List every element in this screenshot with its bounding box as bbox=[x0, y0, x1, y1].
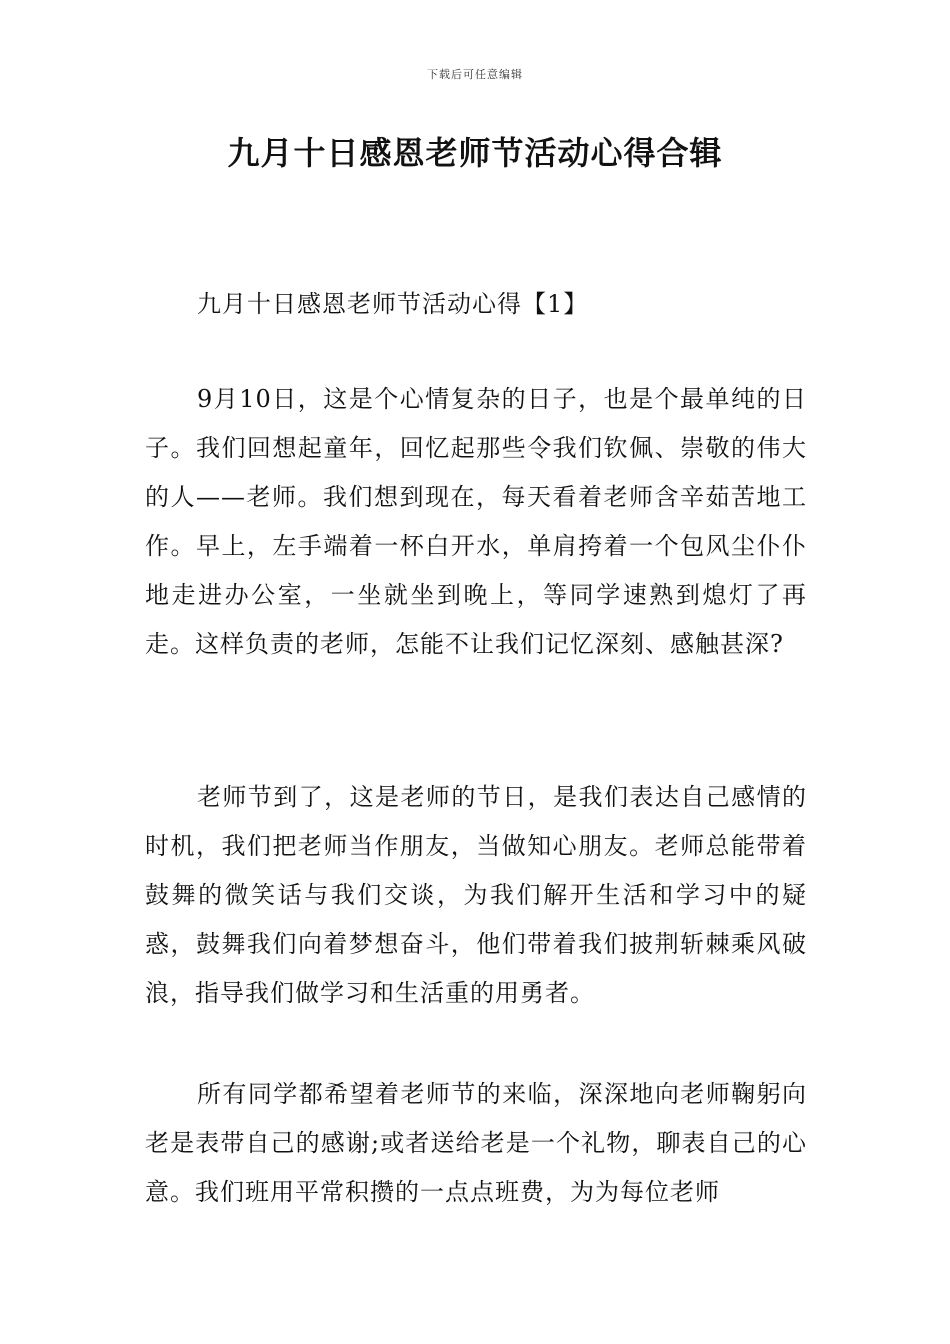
paragraph-1 bbox=[145, 375, 807, 669]
section-heading: 九月十日感恩老师节活动心得【1】 bbox=[197, 290, 589, 318]
header-note: 下载后可任意编辑 bbox=[427, 68, 523, 81]
paragraph-3 bbox=[145, 1070, 807, 1217]
document-title: 九月十日感恩老师节活动心得合辑 bbox=[227, 134, 723, 172]
paragraph-text: 9月10日，这是个心情复杂的日子，也是个最单纯的日子。我们回想起童年，回忆起那些令我们钦佩、崇敬的伟大的人——老师。我们想到现在，每天看着老师含辛茹苦地工作。早上，左手端着一杯白开水，单肩挎着一个包风尘仆仆地走进办公室，一坐就坐到晚上，等同学速熟到熄灯了再走。这样负责的老师，怎能不让我们记忆深刻、感触甚深? bbox=[145, 385, 807, 658]
paragraph-text: 老师节到了，这是老师的节日，是我们表达自己感情的时机，我们把老师当作朋友，当做知心朋友。老师总能带着鼓舞的微笑话与我们交谈，为我们解开生活和学习中的疑惑，鼓舞我们向着梦想奋斗，他们带着我们披荆斩棘乘风破浪，指导我们做学习和生活重的用勇者。 bbox=[145, 783, 807, 1007]
paragraph-text: 所有同学都希望着老师节的来临，深深地向老师鞠躬向老是表带自己的感谢;或者送给老是一个礼物，聊表自己的心意。我们班用平常积攒的一点点班费，为为每位老师 bbox=[145, 1080, 807, 1206]
paragraph-2 bbox=[145, 773, 807, 1018]
